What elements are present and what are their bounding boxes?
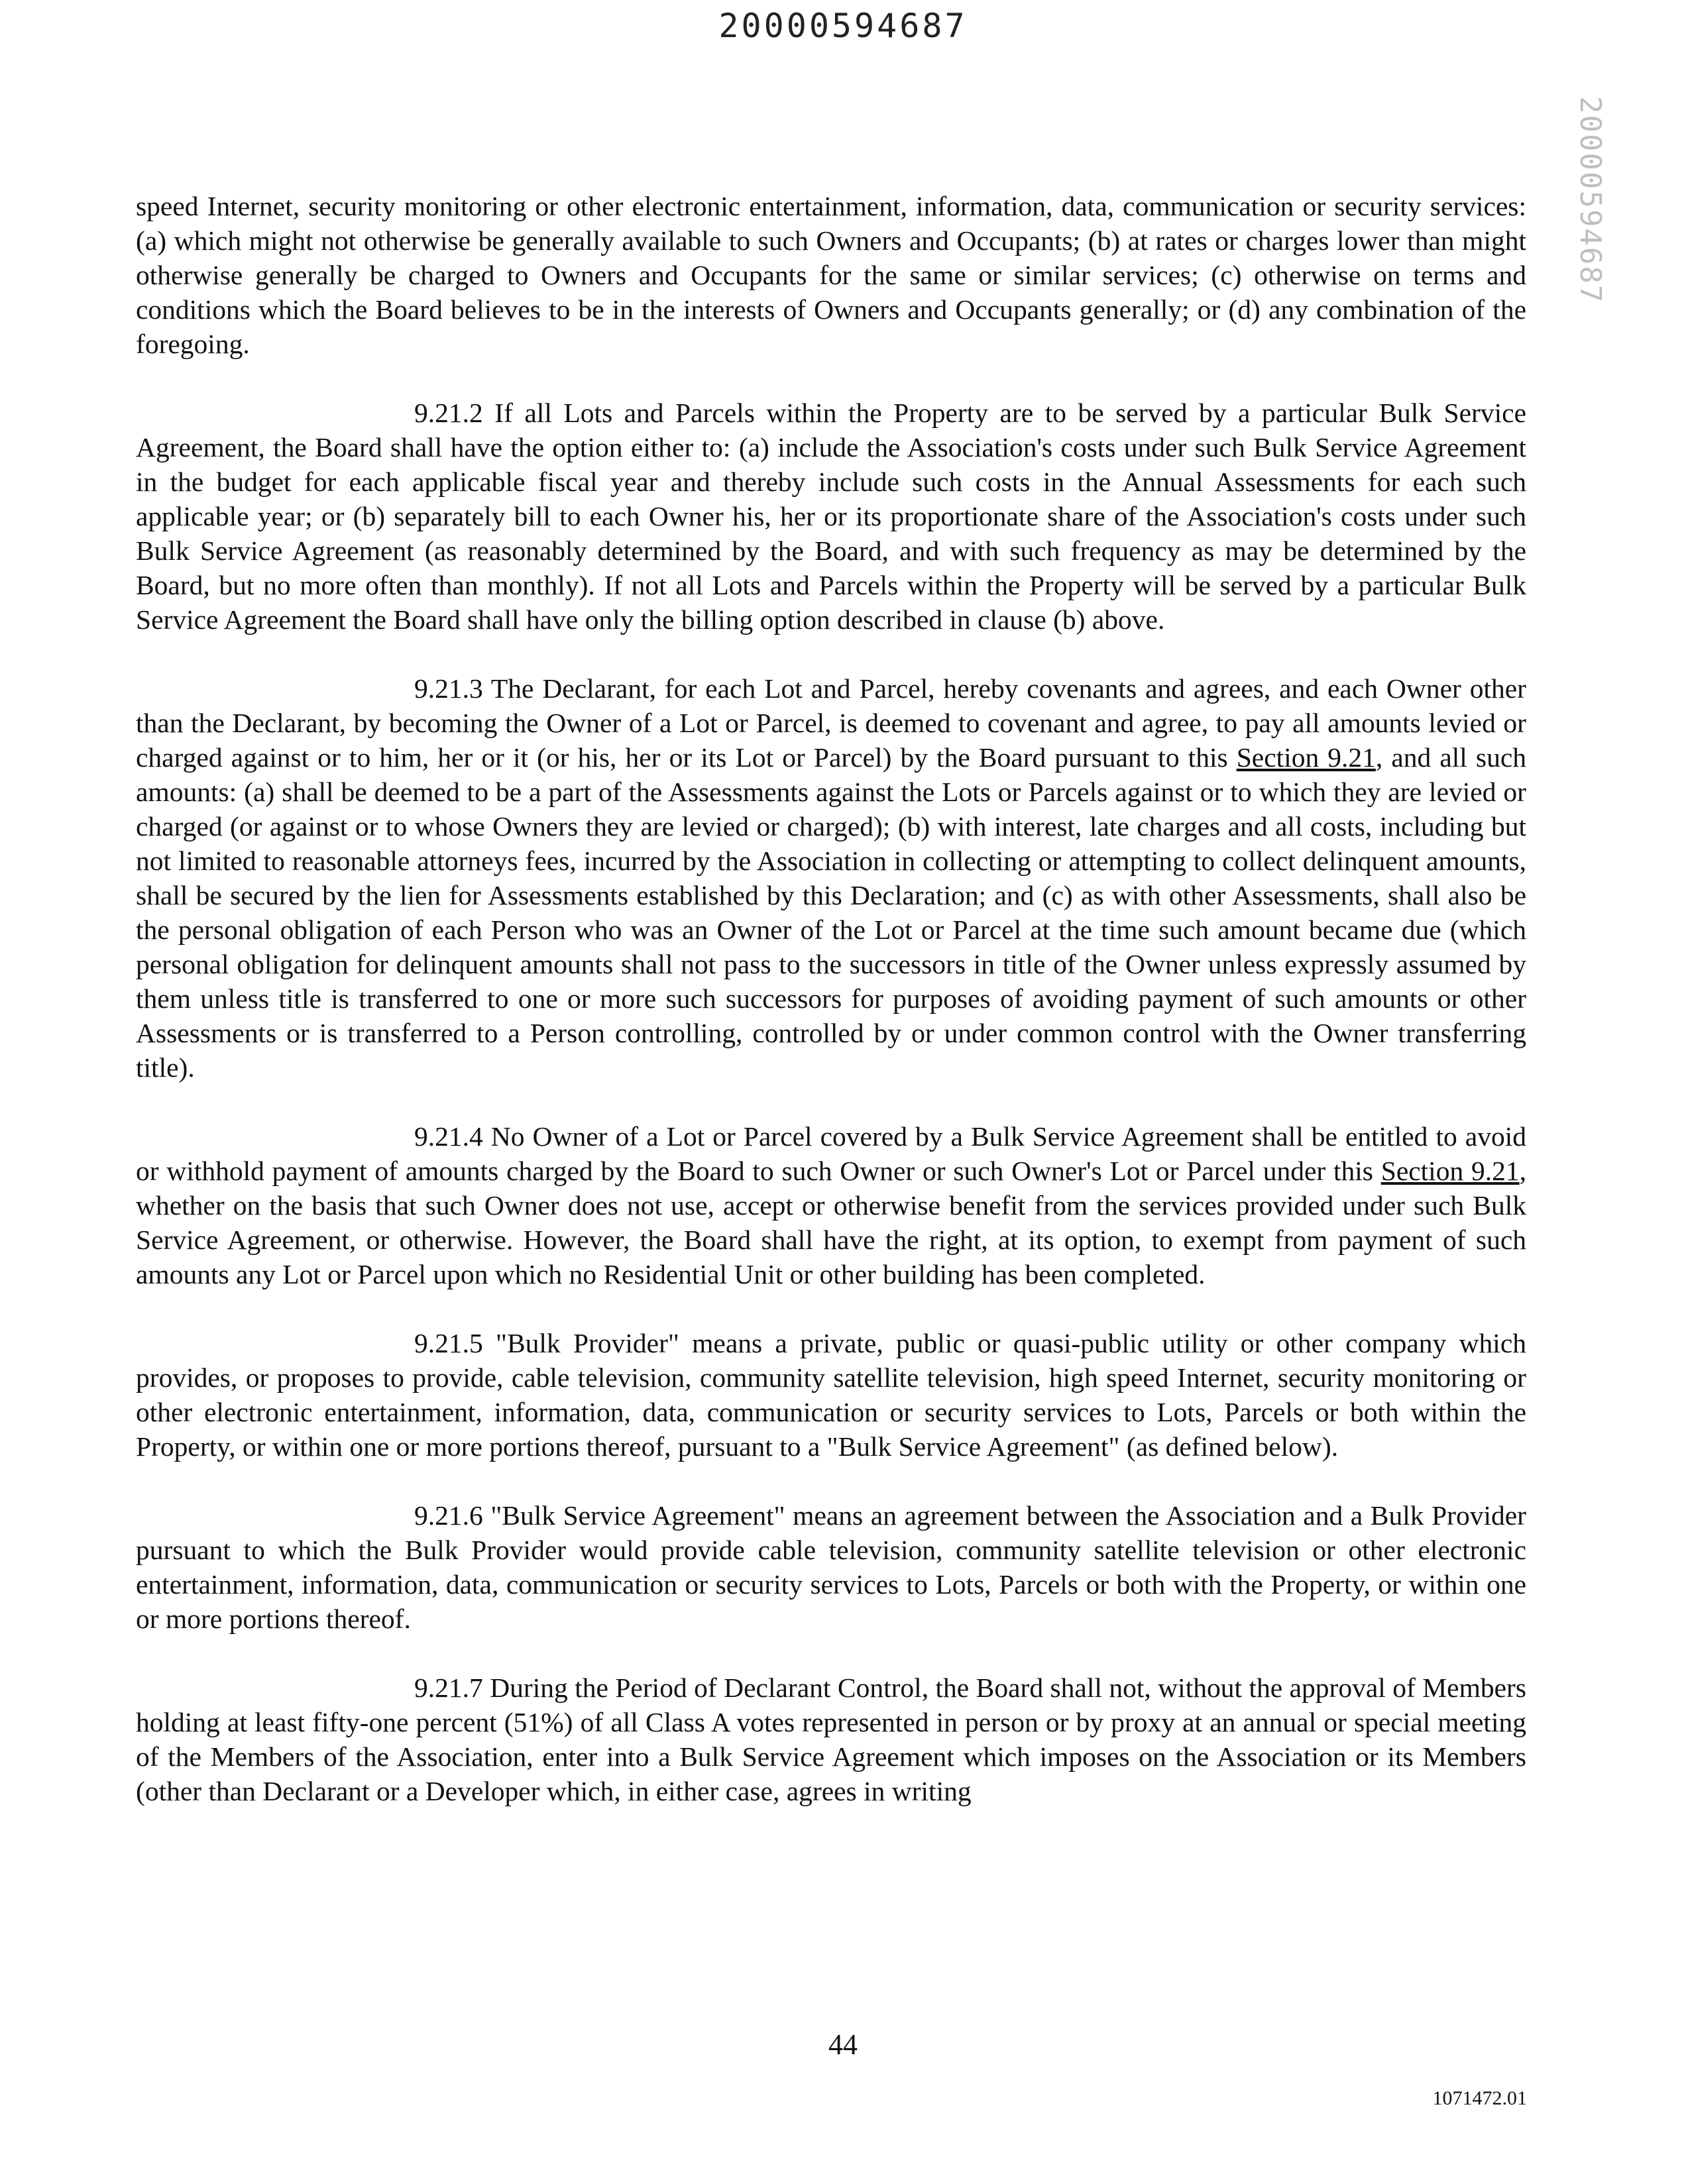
paragraph-9-21-6: 9.21.6 "Bulk Service Agreement" means an agreement between the Association and a Bulk Provider pursuant to which the Bulk Provider would provide cable television, community satellite television or other electronic entertainment, information, data, communication or security services to Lots, Parcels or both with the Property, or within one or more portions thereof.: [136, 1500, 1526, 1634]
section-reference: Section 9.21: [1380, 1156, 1520, 1186]
paragraph-9-21-4-text-a: 9.21.4 No Owner of a Lot or Parcel covered by a Bulk Service Agreement shall be entitled to avoid or withhold payment of amounts charged by the Board to such Owner or such Owner's Lot or Parcel under this: [136, 1121, 1526, 1186]
body-text: [136, 189, 1526, 1808]
paragraph-9-21-3-text-a: 9.21.3 The Declarant, for each Lot and Parcel, hereby covenants and agrees, and each Owner other than the Declarant, by becoming the Owner of a Lot or Parcel, is deemed to covenant and agree, to pay all amounts levied or charged against or to him, her or it (or his, her or its Lot or Parcel) by the Board pursuant to this: [136, 673, 1526, 773]
paragraph-9-21-5: 9.21.5 "Bulk Provider" means a private, public or quasi-public utility or other company which provides, or proposes to provide, cable television, community satellite television, high speed Internet, security monitoring or other electronic entertainment, information, data, communication or security services to Lots, Parcels or both within the Property, or within one or more portions thereof, pursuant to a "Bulk Service Agreement" (as defined below).: [136, 1328, 1526, 1462]
side-stamp: 20000594687: [1573, 96, 1607, 304]
section-reference: Section 9.21: [1236, 742, 1376, 773]
page-number: 44: [828, 2028, 858, 2061]
paragraph-9-21-3-text-b: , and all such amounts: (a) shall be deemed to be a part of the Assessments against the Lots or Parcels against or to which they are levied or charged (or against or to whose Owners they are levied or charged); (b) with interest, late charges and all costs, including but not limited to reasonable attorneys fees, incurred by the Association in collecting or attempting to collect delinquent amounts, shall be secured by the lien for Assessments established by this Declaration; and (c) as with other Assessments, shall also be the personal obligation of each Person who was an Owner of the Lot or Parcel at the time such amount became due (which personal obligation for delinquent amounts shall not pass to the successors in title of the Owner unless expressly assumed by them unless title is transferred to one or more such successors for purposes of avoiding payment of such amounts or other Assessments or is transferred to a Person controlling, controlled by or under common control with the Owner transferring title).: [136, 742, 1526, 1083]
paragraph-continuation: speed Internet, security monitoring or other electronic entertainment, information, data, communication or security services: (a) which might not otherwise be generally available to such Owners and Occupants; (b) at rates or charges lower than might otherwise generally be charged to Owners and Occupants for the same or similar services; (c) otherwise on terms and conditions which the Board believes to be in the interests of Owners and Occupants generally; or (d) any combination of the foregoing.: [136, 191, 1526, 359]
paragraph-9-21-4-text-b: , whether on the basis that such Owner does not use, accept or otherwise benefit from the services provided under such Bulk Service Agreement, or otherwise. However, the Board shall have the right, at its option, to exempt from payment of such amounts any Lot or Parcel upon which no Residential Unit or other building has been completed.: [136, 1156, 1526, 1289]
paragraph-9-21-4: [136, 1119, 1526, 1291]
document-id: 1071472.01: [1432, 2087, 1527, 2109]
paragraph-9-21-7: 9.21.7 During the Period of Declarant Control, the Board shall not, without the approval of Members holding at least fifty-one percent (51%) of all Class A votes represented in person or by proxy at an annual or special meeting of the Members of the Association, enter into a Bulk Service Agreement which imposes on the Association or its Members (other than Declarant or a Developer which, in either case, agrees in writing: [136, 1672, 1526, 1806]
paragraph-9-21-3: [136, 671, 1526, 1085]
document-number-header: 20000594687: [718, 7, 968, 45]
paragraph-9-21-2: 9.21.2 If all Lots and Parcels within the Property are to be served by a particular Bulk Service Agreement, the Board shall have the option either to: (a) include the Association's costs under such Bulk Service Agreement in the budget for each applicable fiscal year and thereby include such costs in the Annual Assessments for each such applicable year; or (b) separately bill to each Owner his, her or its proportionate share of the Association's costs under such Bulk Service Agreement (as reasonably determined by the Board, and with such frequency as may be determined by the Board, but no more often than monthly). If not all Lots and Parcels within the Property will be served by a particular Bulk Service Agreement the Board shall have only the billing option described in clause (b) above.: [136, 398, 1526, 635]
